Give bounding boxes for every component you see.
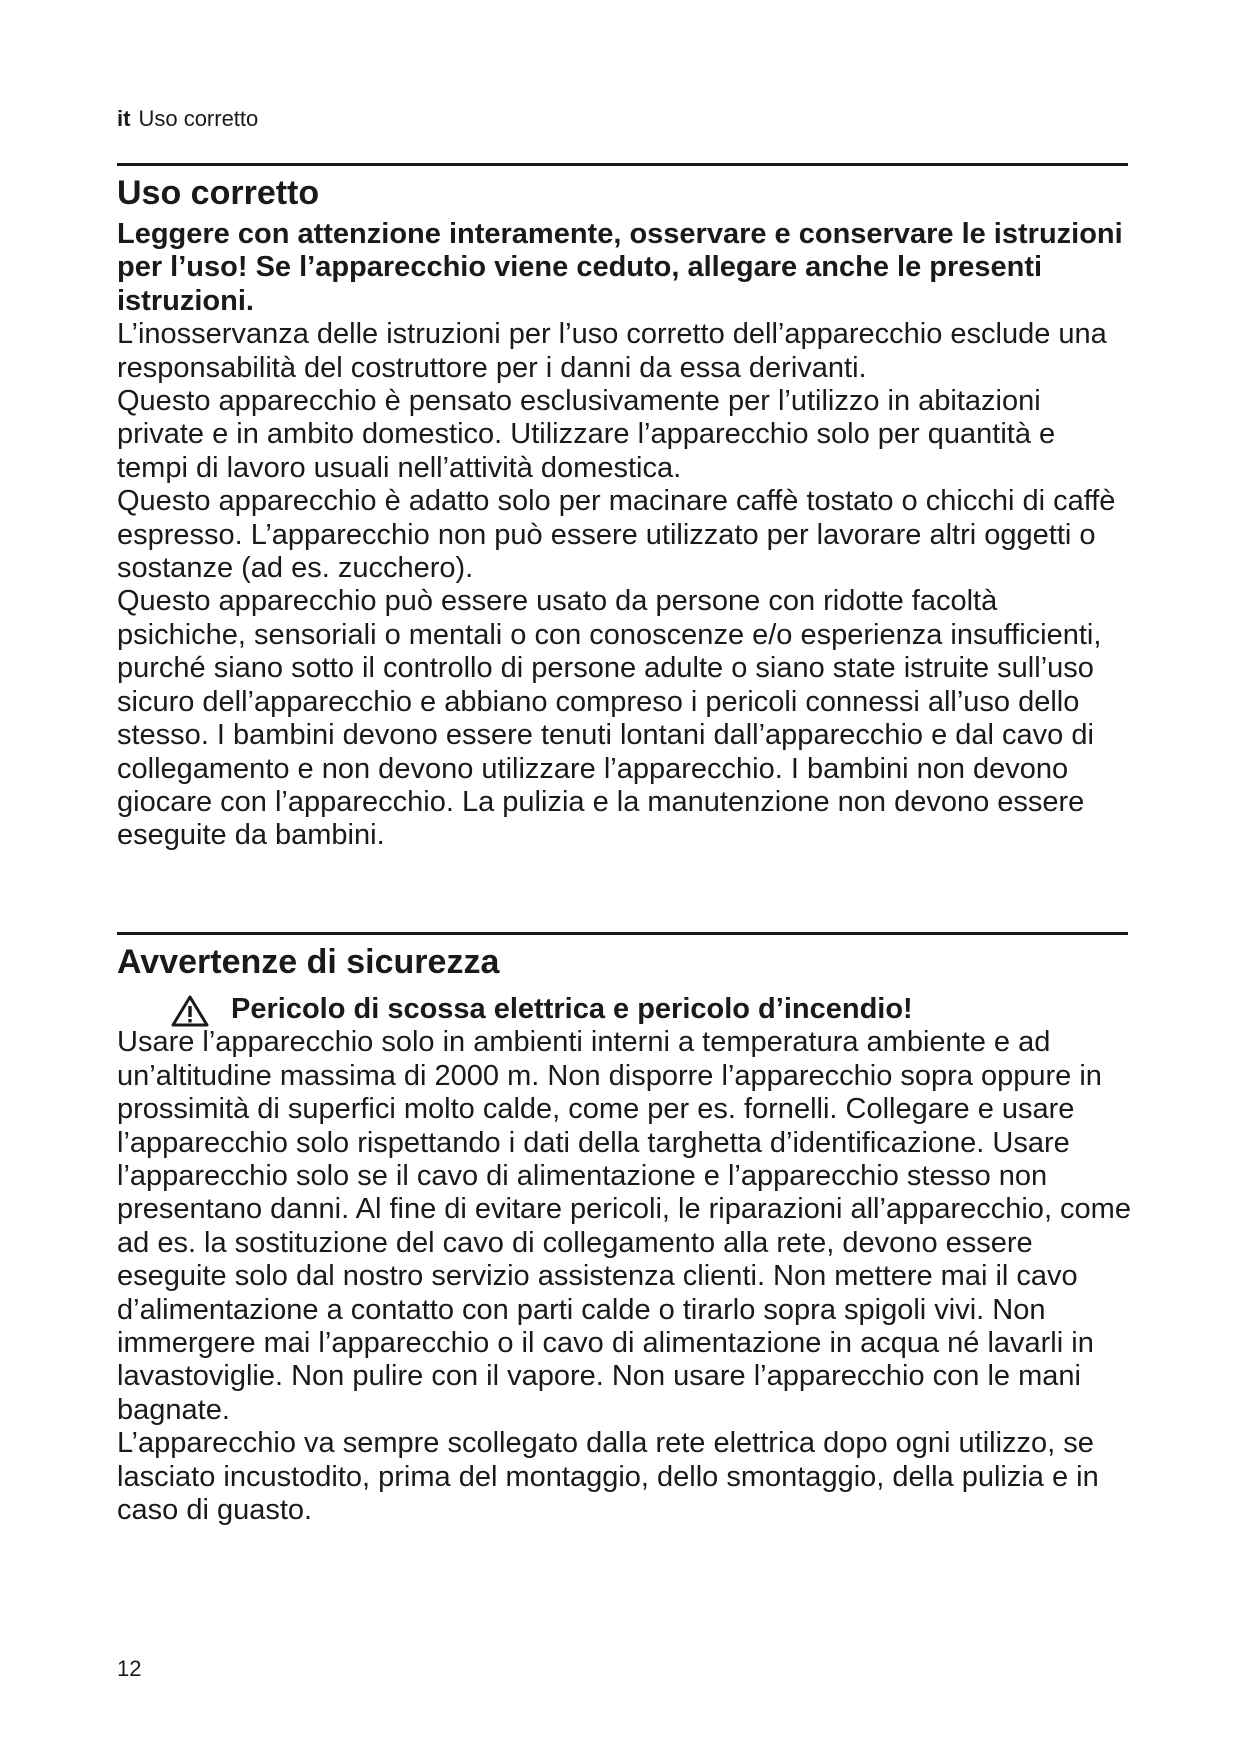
paragraph-safety-instructions: Usare l’apparecchio solo in ambienti interni a temperatura ambiente e ad un’altitudine massima di 2000 m. Non disporre l’apparecchio sopra oppure in prossimità di superfici molto calde, come per es. fornelli. Collegare e usare l’apparecchio solo rispettando i dati della targhetta d’identificazione. Usare l’apparecchio solo se il cavo di alimentazione e l’apparecchio stesso non presentano danni. Al fine di evitare pericoli, le riparazioni all’apparecchio, come ad es. la sostituzione del cavo di collegamento alla rete, devono essere eseguite solo dal nostro servizio assistenza clienti. Non mettere mai il cavo d’alimentazione a contatto con parti calde o tirarlo sopra spigoli vivi. Non immergere mai l’apparecchio o il cavo di alimentazione in acqua né lavarli in lavastoviglie. Non pulire con il vapore. Non usare l’apparecchio con le mani bagnate.: [117, 1026, 1131, 1426]
paragraph-unplug: L’apparecchio va sempre scollegato dalla rete elettrica dopo ogni utilizzo, se lasciato incustodito, prima del montaggio, dello smontaggio, della pulizia e in caso di guasto.: [117, 1427, 1099, 1527]
warning-triangle-icon: [171, 995, 209, 1027]
paragraph-coffee-only: Questo apparecchio è adatto solo per macinare caffè tostato o chicchi di caffè espresso. L’apparecchio non può essere utilizzato per lavorare altri oggetti o sostanze (ad es. zucchero).: [117, 485, 1116, 585]
paragraph-persons-children: Questo apparecchio può essere usato da persone con ridotte facoltà psichiche, sensoriali o mentali o con conoscenze e/o esperienza insufficienti, purché siano sotto il controllo di persone adulte o siano state istruite sull’uso sicuro dell’apparecchio e abbiano compreso i pericoli connessi all’uso dello stesso. I bambini devono essere tenuti lontani dall’apparecchio e dal cavo di collegamento e non devono utilizzare l’apparecchio. I bambini non devono giocare con l’apparecchio. La pulizia e la manutenzione non devono essere eseguite da bambini.: [117, 585, 1102, 852]
paragraph-liability: L’inosservanza delle istruzioni per l’uso corretto dell’apparecchio esclude una responsabilità del costruttore per i danni da essa derivanti.: [117, 318, 1107, 384]
section-title-uso-corretto: Uso corretto: [117, 174, 320, 212]
running-header: [117, 105, 258, 133]
section-title-avvertenze: Avvertenze di sicurezza: [117, 943, 500, 981]
warning-heading-text: Pericolo di scossa elettrica e pericolo d’incendio!: [231, 993, 913, 1025]
section-divider-top: [117, 163, 1128, 166]
paragraph-household-use: Questo apparecchio è pensato esclusivamente per l’utilizzo in abitazioni private e in ambito domestico. Utilizzare l’apparecchio solo per quantità e tempi di lavoro usuali nell’attività domestica.: [117, 385, 1056, 484]
warning-heading: [117, 993, 1132, 1026]
page-number: 12: [117, 1656, 142, 1681]
section-body-uso-corretto: [117, 218, 1132, 853]
section-divider-safety: [117, 932, 1128, 935]
lead-paragraph: Leggere con attenzione interamente, osservare e conservare le istruzioni per l’uso! Se l’apparecchio viene ceduto, allegare anche le presenti istruzioni.: [117, 218, 1123, 317]
language-code: it: [117, 106, 131, 131]
section-body-avvertenze: [117, 993, 1132, 1528]
header-section-title: Uso corretto: [138, 106, 259, 131]
